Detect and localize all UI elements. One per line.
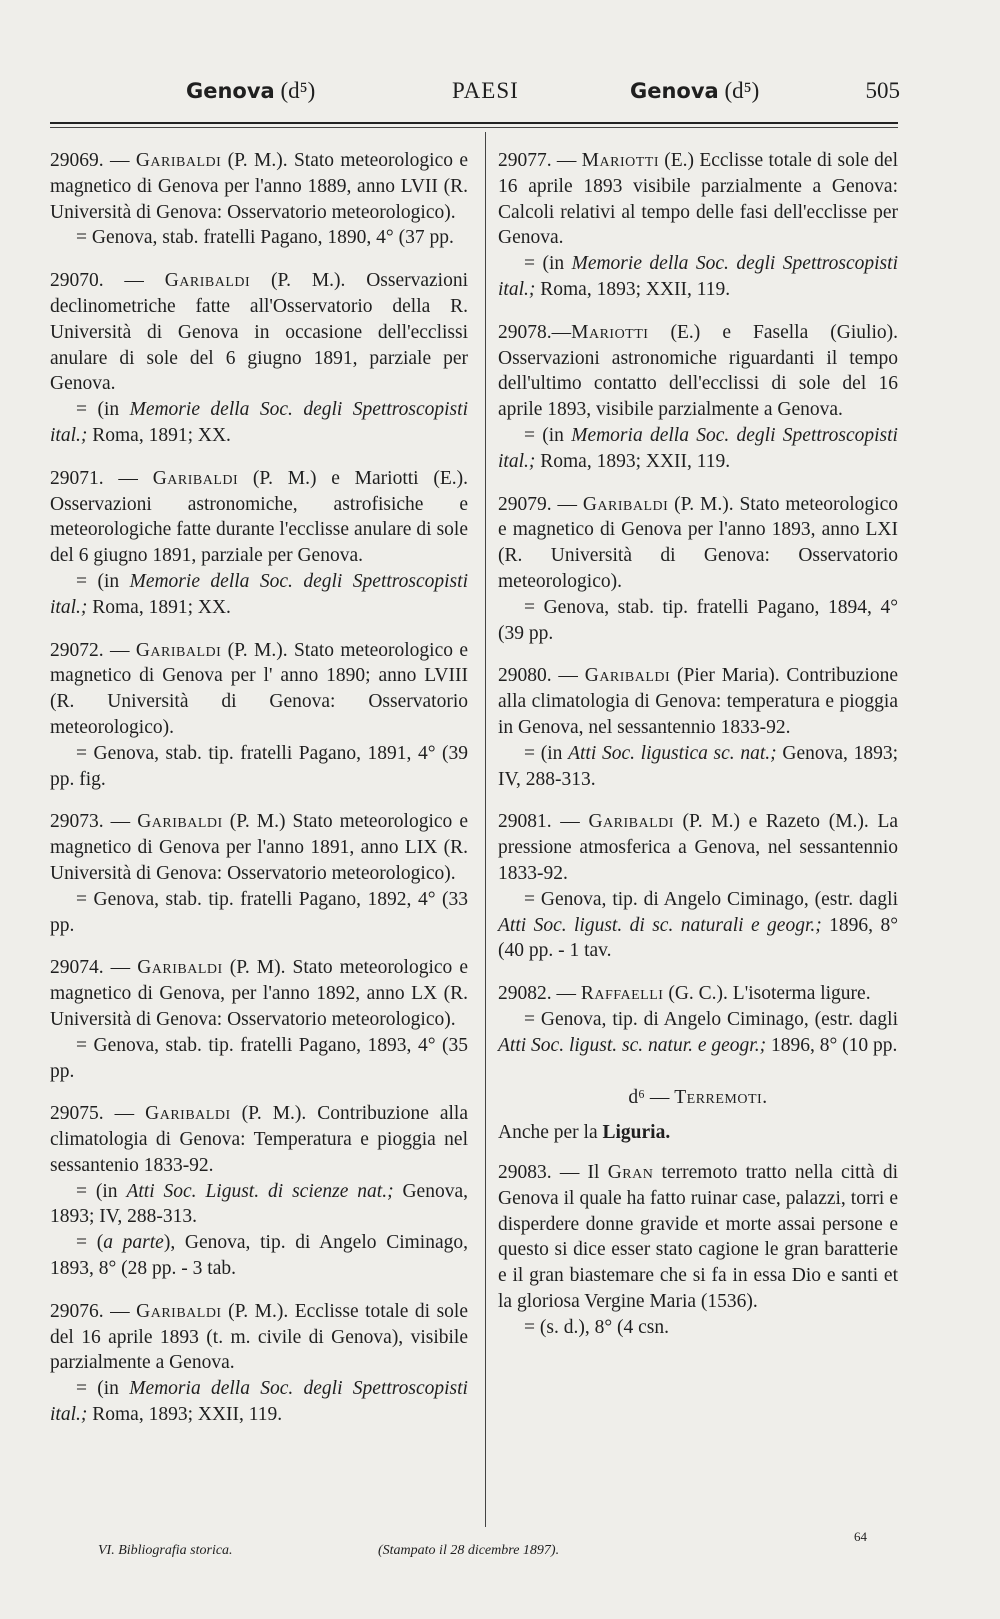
header-rule-thin [50, 127, 898, 128]
bibliography-entry: 29080. — Garibaldi (Pier Maria). Contribuzione alla climatologia di Genova: temperatura e pioggia in Genova, nel sessantennio 1833-92. = (in Atti Soc. ligustica sc. nat.; Genova, 1893; IV, 288-313. [498, 665, 899, 790]
bibliography-entry: 29082. — Raffaelli (G. C.). L'isoterma ligure. = Genova, tip. di Angelo Ciminago, (estr. dagli Atti Soc. ligust. sc. natur. e geogr.; 1896, 8° (10 pp. [498, 983, 898, 1056]
signature-mark: 64 [854, 1529, 867, 1544]
right-column [498, 148, 898, 1358]
left-column [50, 148, 468, 1445]
bibliography-entry: 29071. — Garibaldi (P. M.) e Mariotti (E.). Osservazioni astronomiche, astrofisiche e meteorologiche fatte durante l'ecclisse anulare di sole del 6 giugno 1891, parziale per Genova. = (in Memorie della Soc. degli Spettroscopisti ital.; Roma, 1891; XX. [50, 467, 469, 618]
footer-printed-date: (Stampato il 28 dicembre 1897). [378, 1543, 560, 1558]
bibliography-entry: 29069. — Garibaldi (P. M.). Stato meteorologico e magnetico di Genova per l'anno 1889, anno LVII (R. Università di Genova: Osservatorio meteorologico). = Genova, stab. fratelli Pagano, 1890, 4° (37 pp. [50, 150, 468, 249]
bibliography-entry: 29074. — Garibaldi (P. M). Stato meteorologico e magnetico di Genova, per l'anno 1892, anno LX (R. Università di Genova: Osservatorio meteorologico). = Genova, stab. tip. fratelli Pagano, 1893, 4° (35 pp. [50, 957, 468, 1082]
page-footer [0, 1529, 1000, 1573]
bibliography-entry: 29070. — Garibaldi (P. M.). Osservazioni declinometriche fatte all'Osservatorio della R. Università di Genova in occasione dell'ecclissi anulare di sole del 6 giugno 1891, parziale per Genova. = (in Memorie della Soc. degli Spettroscopisti ital.; Roma, 1891; XX. [50, 270, 468, 446]
header-right: Genova (d⁵) [630, 78, 760, 103]
section-note: Anche per la Liguria. [498, 1122, 671, 1144]
column-divider [485, 132, 486, 1527]
running-header [0, 78, 1000, 118]
bibliography-entry: 29072. — Garibaldi (P. M.). Stato meteorologico e magnetico di Genova per l' anno 1890; anno LVIII (R. Università di Genova: Osservatorio meteorologico). = Genova, stab. tip. fratelli Pagano, 1891, 4° (39 pp. fig. [50, 639, 468, 790]
bibliography-entry: 29081. — Garibaldi (P. M.) e Razeto (M.). La pressione atmosferica a Genova, nel sessantennio 1833-92. = Genova, tip. di Angelo Ciminago, (estr. dagli Atti Soc. ligust. di sc. naturali e geogr.; 1896, 8° (40 pp. - 1 tav. [498, 811, 899, 962]
header-rule-thick [50, 122, 898, 124]
section-heading: d⁶ — Terremoti. [628, 1086, 768, 1108]
header-center: PAESI [452, 78, 519, 103]
right-column-entries [498, 148, 898, 1059]
bibliography-entry: 29075. — Garibaldi (P. M.). Contribuzione alla climatologia di Genova: Temperatura e pioggia nel sessantenio 1833-92. = (in Atti Soc. Ligust. di scienze nat.; Genova, 1893; IV, 288-313. = (a parte), Genova, tip. di Angelo Ciminago, 1893, 8° (28 pp. - 3 tab. [50, 1103, 469, 1280]
bibliography-entry: 29077. — Mariotti (E.) Ecclisse totale di sole del 16 aprile 1893 visibile parzialmente a Genova: Calcoli relativi al tempo delle fasi dell'ecclisse per Genova. = (in Memorie della Soc. degli Spettroscopisti ital.; Roma, 1893; XXII, 119. [498, 150, 898, 300]
bibliography-entry: 29073. — Garibaldi (P. M.) Stato meteorologico e magnetico di Genova per l'anno 1891, anno LIX (R. Università di Genova: Osservatorio meteorologico). = Genova, stab. tip. fratelli Pagano, 1892, 4° (33 pp. [50, 811, 468, 936]
bibliography-entry: 29076. — Garibaldi (P. M.). Ecclisse totale di sole del 16 aprile 1893 (t. m. civile di Genova), visibile parzialmente a Genova. = (in Memoria della Soc. degli Spettroscopisti ital.; Roma, 1893; XXII, 119. [50, 1300, 468, 1426]
bibliography-entry: 29083. — Il Gran terremoto tratto nella città di Genova il quale ha fatto ruinar case, palazzi, torri e disperdere donne gravide et morte assai persone e questo si dice esser stato cagione le gran baratterie e il gran biastemare che si fa in essa Dio e santi et la gloriosa Vergine Maria (1536). = (s. d.), 8° (4 csn. [498, 1162, 898, 1338]
footer-series: VI. Bibliografia storica. [98, 1543, 233, 1558]
bibliography-entry: 29078.—Mariotti (E.) e Fasella (Giulio). Osservazioni astronomiche riguardanti il tempo dell'ultimo contatto dell'ecclissi di sole del 16 aprile 1893, visibile parzialmente a Genova. = (in Memoria della Soc. degli Spettroscopisti ital.; Roma, 1893; XXII, 119. [498, 321, 898, 472]
page-number: 505 [865, 78, 900, 103]
header-left: Genova (d⁵) [186, 78, 316, 103]
bibliography-entry: 29079. — Garibaldi (P. M.). Stato meteorologico e magnetico di Genova per l'anno 1893, anno LXI (R. Università di Genova: Osservatorio meteorologico). = Genova, stab. tip. fratelli Pagano, 1894, 4° (39 pp. [498, 493, 898, 644]
